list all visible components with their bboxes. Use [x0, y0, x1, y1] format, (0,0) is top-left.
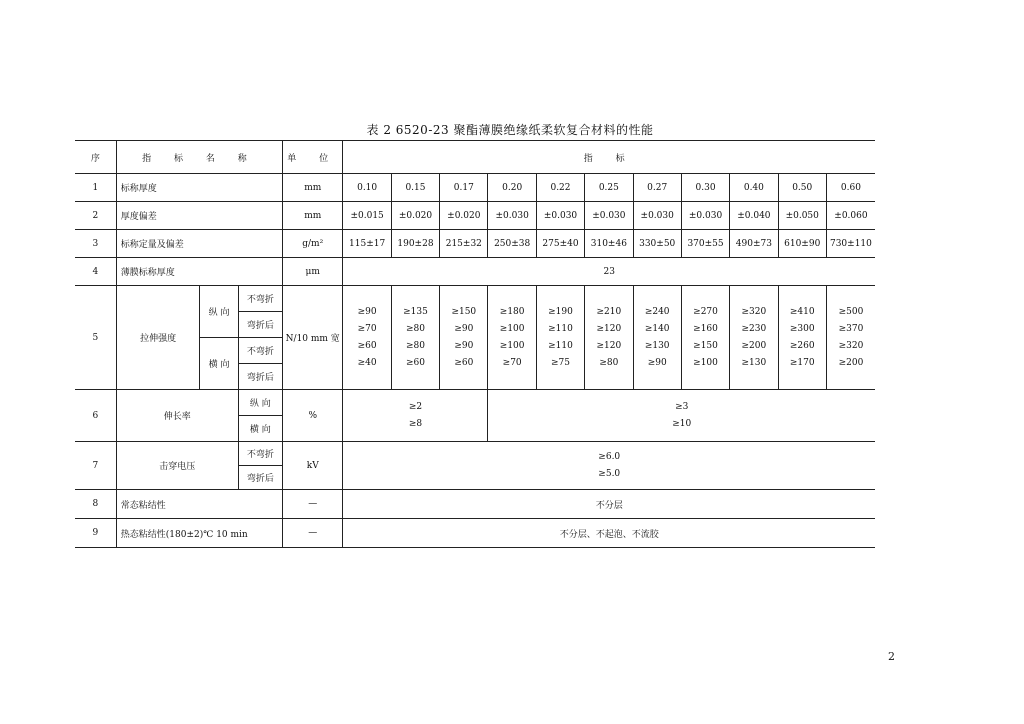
row-number: 9 — [75, 519, 116, 548]
header-name: 指 标 名 称 — [116, 141, 282, 174]
row-unit: N/10 mm 宽 — [283, 286, 343, 390]
value-cell: ±0.060 — [826, 202, 875, 230]
value-cell: 0.22 — [536, 174, 584, 202]
condition-label: 不弯折 — [238, 286, 282, 312]
value-cell: 0.17 — [440, 174, 488, 202]
value-cell: 115±17 — [343, 230, 391, 258]
row-name: 伸长率 — [116, 390, 238, 442]
row-name: 热态粘结性(180±2)℃ 10 min — [116, 519, 282, 548]
row-unit: — — [283, 519, 343, 548]
value-cell: ≥320 ≥230 ≥200 ≥130 — [730, 286, 778, 390]
table-row — [75, 390, 875, 416]
condition-label: 弯折后 — [238, 312, 282, 338]
value-cell: 275±40 — [536, 230, 584, 258]
row-name: 拉伸强度 — [116, 286, 200, 390]
value-cell: ≥240 ≥140 ≥130 ≥90 — [633, 286, 681, 390]
value-cell: 330±50 — [633, 230, 681, 258]
value-cell: 215±32 — [440, 230, 488, 258]
row-unit: mm — [283, 174, 343, 202]
row-unit: — — [283, 490, 343, 519]
row-name: 薄膜标称厚度 — [116, 258, 282, 286]
value-cell: ≥135 ≥80 ≥80 ≥60 — [391, 286, 439, 390]
value-cell: ≥6.0 ≥5.0 — [343, 442, 875, 490]
value-cell: 0.10 — [343, 174, 391, 202]
direction-label: 纵 向 — [200, 286, 238, 338]
table-row — [75, 519, 875, 548]
value-cell: ≥180 ≥100 ≥100 ≥70 — [488, 286, 536, 390]
row-number: 2 — [75, 202, 116, 230]
row-name: 常态粘结性 — [116, 490, 282, 519]
row-unit: g/m² — [283, 230, 343, 258]
direction-label: 纵 向 — [238, 390, 282, 416]
row-name: 标称定量及偏差 — [116, 230, 282, 258]
page-number: 2 — [888, 650, 895, 663]
value-cell: ≥2 ≥8 — [343, 390, 488, 442]
value-cell: 23 — [343, 258, 875, 286]
row-number: 6 — [75, 390, 116, 442]
direction-label: 横 向 — [238, 416, 282, 442]
header-spec: 指 标 — [343, 141, 875, 174]
value-cell: ±0.030 — [633, 202, 681, 230]
value-cell: 490±73 — [730, 230, 778, 258]
value-cell: 0.50 — [778, 174, 826, 202]
value-cell: 0.40 — [730, 174, 778, 202]
value-cell: ±0.020 — [440, 202, 488, 230]
row-number: 5 — [75, 286, 116, 390]
value-cell: ≥410 ≥300 ≥260 ≥170 — [778, 286, 826, 390]
value-cell: ≥3 ≥10 — [488, 390, 875, 442]
row-name: 击穿电压 — [116, 442, 238, 490]
row-number: 4 — [75, 258, 116, 286]
value-cell: 不分层、不起泡、不流胶 — [343, 519, 875, 548]
header-unit: 单 位 — [283, 141, 343, 174]
value-cell: ±0.030 — [536, 202, 584, 230]
table-row — [75, 258, 875, 286]
value-cell: ±0.040 — [730, 202, 778, 230]
value-cell: 0.20 — [488, 174, 536, 202]
value-cell: ±0.030 — [681, 202, 729, 230]
value-cell: 0.25 — [585, 174, 633, 202]
value-cell: 190±28 — [391, 230, 439, 258]
row-name: 厚度偏差 — [116, 202, 282, 230]
row-number: 3 — [75, 230, 116, 258]
value-cell: ≥270 ≥160 ≥150 ≥100 — [681, 286, 729, 390]
value-cell: ±0.015 — [343, 202, 391, 230]
value-cell: ±0.050 — [778, 202, 826, 230]
table-row — [75, 174, 875, 202]
row-unit: % — [283, 390, 343, 442]
value-cell: 不分层 — [343, 490, 875, 519]
condition-label: 弯折后 — [238, 364, 282, 390]
value-cell: ≥190 ≥110 ≥110 ≥75 — [536, 286, 584, 390]
row-unit: μm — [283, 258, 343, 286]
value-cell: 310±46 — [585, 230, 633, 258]
row-number: 8 — [75, 490, 116, 519]
value-cell: 610±90 — [778, 230, 826, 258]
value-cell: 0.15 — [391, 174, 439, 202]
table-caption: 表 2 6520-23 聚酯薄膜绝缘纸柔软复合材料的性能 — [366, 123, 654, 137]
header-seq: 序 — [75, 141, 116, 174]
value-cell: ≥500 ≥370 ≥320 ≥200 — [826, 286, 875, 390]
properties-table — [75, 140, 875, 548]
row-unit: mm — [283, 202, 343, 230]
table-row — [75, 442, 875, 466]
condition-label: 不弯折 — [238, 338, 282, 364]
value-cell: 730±110 — [826, 230, 875, 258]
condition-label: 不弯折 — [238, 442, 282, 466]
value-cell: ±0.030 — [585, 202, 633, 230]
value-cell: ±0.030 — [488, 202, 536, 230]
value-cell: ±0.020 — [391, 202, 439, 230]
row-number: 7 — [75, 442, 116, 490]
condition-label: 弯折后 — [238, 466, 282, 490]
value-cell: 0.27 — [633, 174, 681, 202]
value-cell: ≥210 ≥120 ≥120 ≥80 — [585, 286, 633, 390]
table-row — [75, 230, 875, 258]
value-cell: 370±55 — [681, 230, 729, 258]
value-cell: ≥150 ≥90 ≥90 ≥60 — [440, 286, 488, 390]
value-cell: 250±38 — [488, 230, 536, 258]
row-name: 标称厚度 — [116, 174, 282, 202]
value-cell: 0.30 — [681, 174, 729, 202]
value-cell: ≥90 ≥70 ≥60 ≥40 — [343, 286, 391, 390]
table-header-row — [75, 141, 875, 174]
table-row — [75, 202, 875, 230]
table-row — [75, 490, 875, 519]
value-cell: 0.60 — [826, 174, 875, 202]
row-number: 1 — [75, 174, 116, 202]
row-unit: kV — [283, 442, 343, 490]
table-row — [75, 286, 875, 312]
direction-label: 横 向 — [200, 338, 238, 390]
